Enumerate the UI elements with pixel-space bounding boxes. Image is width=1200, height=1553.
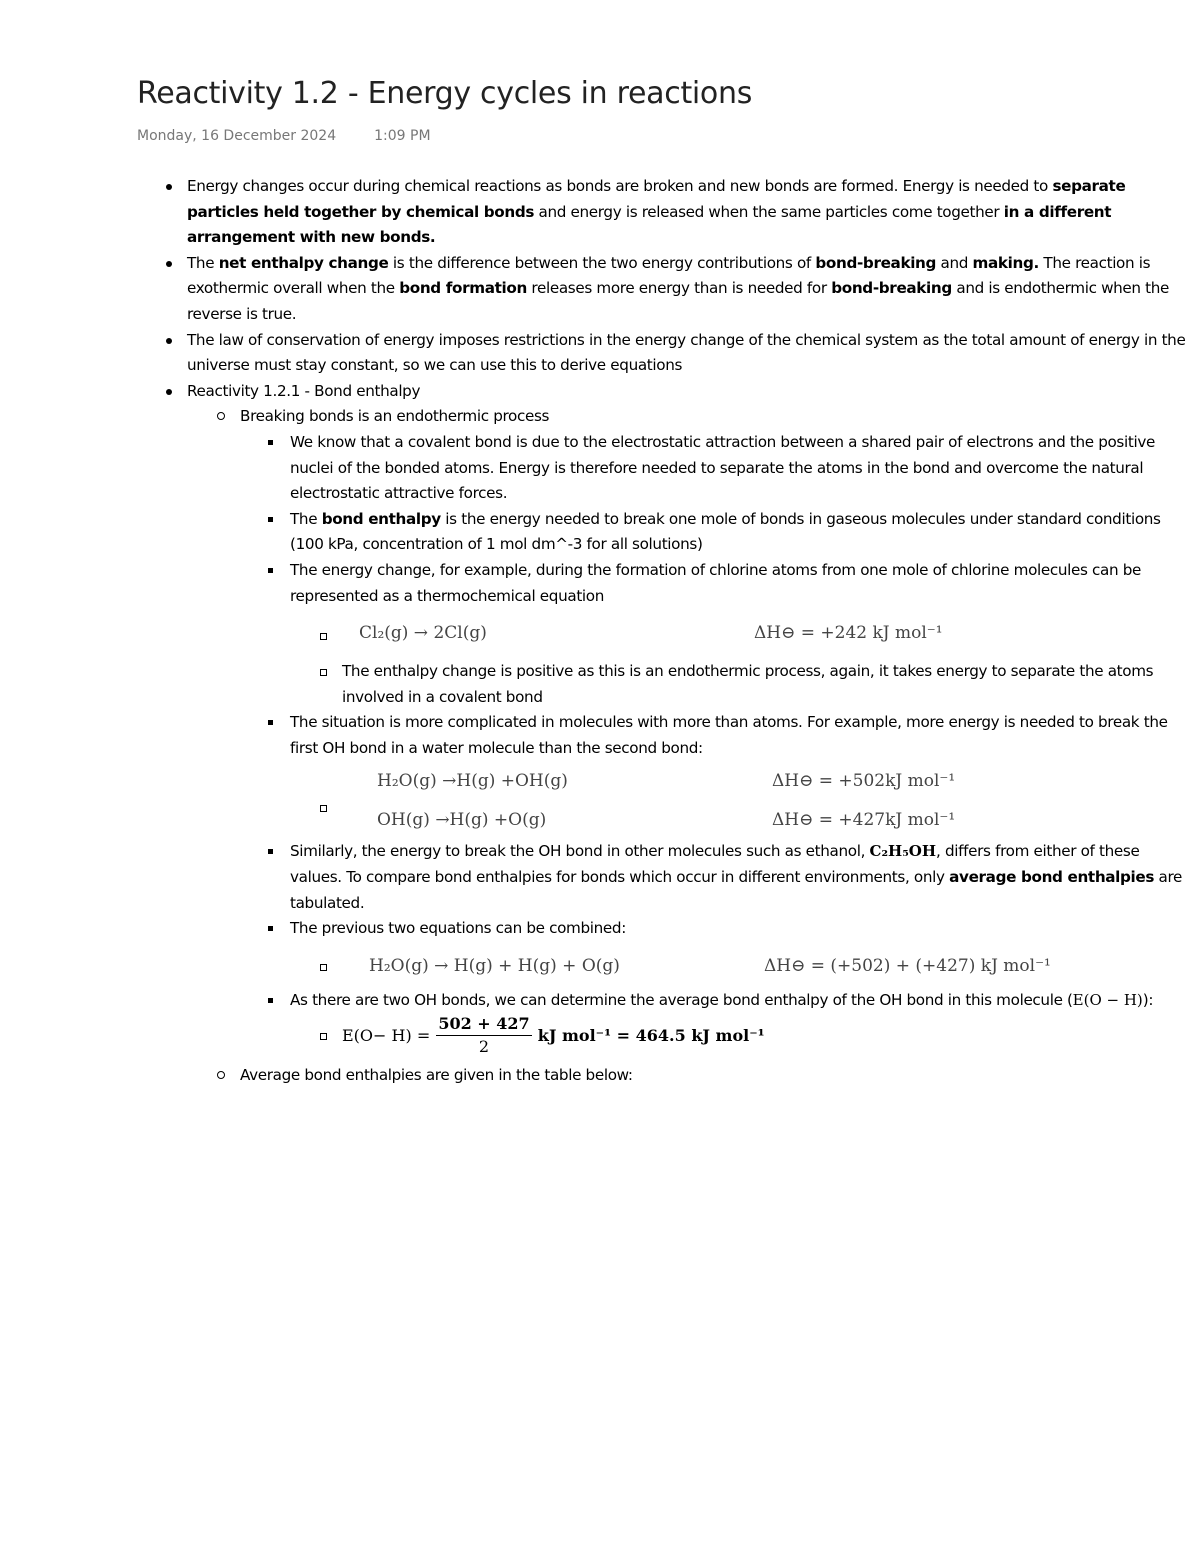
equation-list: [315, 617, 1190, 710]
bullet-energy-changes: Energy changes occur during chemical reactions as bonds are broken and new bonds are formed. Energy is needed to separate particles held together by chemical bonds and energy is released when the same particles come together in a different arrangement with new bonds.: [160, 174, 1190, 251]
point-covalent: We know that a covalent bond is due to the electrostatic attraction between a shared pair of electrons and the positive nuclei of the bonded atoms. Energy is therefore needed to separate the atoms in the bond and overcome the natural electrostatic attractive forces.: [263, 430, 1190, 507]
fraction: [436, 1013, 531, 1058]
equation-rhs: ΔH⊖ = +242 kJ mol⁻¹: [754, 623, 943, 644]
equation-rhs: ΔH⊖ = (+502) + (+427) kJ mol⁻¹: [764, 955, 1051, 976]
equation-combined: [315, 942, 1190, 988]
equation-water-pair: [315, 761, 1190, 839]
equation-lhs: Cl₂(g) → 2Cl(g): [359, 623, 487, 644]
equation-list: [315, 761, 1190, 839]
point-chlorine: The energy change, for example, during the formation of chlorine atoms from one mole of chlorine molecules can be represented as a thermochemical equation Cl₂(g) → 2Cl(g) ΔH⊖ = +242 kJ mol⁻¹ The enthalpy change is positive as this is an endothermic process, again, it takes energy to separate the atoms involved in a covalent bond: [263, 558, 1190, 710]
equation-rhs: ΔH⊖ = +427kJ mol⁻¹: [772, 810, 956, 831]
point-combined: The previous two equations can be combined: H₂O(g) → H(g) + H(g) + O(g) ΔH⊖ = (+502) + (+427) kJ mol⁻¹: [263, 916, 1190, 988]
page-date: Monday, 16 December 2024: [137, 128, 337, 144]
equation-rhs: kJ mol⁻¹ = 464.5 kJ mol⁻¹: [537, 1026, 765, 1046]
point-ethanol: Similarly, the energy to break the OH bond in other molecules such as ethanol, C₂H₅OH, differs from either of these values. To compare bond enthalpies for bonds which occur in different environments, only average bond enthalpies are tabulated.: [263, 839, 1190, 916]
point-positive: The enthalpy change is positive as this is an endothermic process, again, it takes energy to separate the atoms involved in a covalent bond: [315, 659, 1190, 710]
equation-list: [315, 942, 1190, 988]
equation-lhs: H₂O(g) → H(g) + H(g) + O(g): [369, 955, 620, 976]
page-time: 1:09 PM: [374, 128, 431, 144]
fraction-numerator: 502 + 427: [436, 1013, 531, 1036]
bullet-bond-enthalpy: Reactivity 1.2.1 - Bond enthalpy Breaking bonds is an endothermic process We know that a covalent bond is due to the electrostatic attraction between a shared pair of electrons and the positive nuclei of the bonded atoms. Energy is therefore needed to separate the atoms in the bond and overcome the natural electrostatic attractive forces. The bond enthalpy is the energy needed to break one mole of bonds in gaseous molecules under standard conditions (100 kPa, concentration of 1 mol dm^-3 for all solutions) The energy change, for example, during the formation of chlorine atoms from one mole of chlorine molecules can be represented as a thermochemical equation Cl₂(g) → 2Cl(g) ΔH⊖ = +242 kJ mol⁻¹ The enthalpy change is positive as this is an endothermic process, again, it takes energy to separate the atoms involved in a covalent bond The situation is more complicated in molecules with more than atoms. For example, more energy is needed to break the first OH bond in a water molecule than the second bond: H₂O(g) →H(g) +OH(g) ΔH⊖ = +502kJ mol⁻¹ OH(g) →H(g) +O(g) ΔH⊖ = +427kJ mol⁻¹ Similarly, the energy to break the OH bond in other molecules such as ethanol, C₂H₅OH, differs from either of these values. To compare bond enthalpies for bonds which occur in different environments, only average bond enthalpies are tabulated. The previous two equations can be combined: H₂O(g) → H(g) + H(g) + O(g) ΔH⊖ = (+502) + (+427) kJ mol⁻¹ As there are two OH bonds, we can determine the average bond enthalpy of the OH bond in this molecule (E(O − H)): E(O− H) = $\frac{502 + 427}{2}$ kJ mol⁻¹ = 464.5 kJ mol⁻¹ Average bond enthalpies are given in the table below:: [160, 379, 1190, 1089]
page-meta: [137, 128, 431, 144]
sub-bullet-breaking: Breaking bonds is an endothermic process We know that a covalent bond is due to the electrostatic attraction between a shared pair of electrons and the positive nuclei of the bonded atoms. Energy is therefore needed to separate the atoms in the bond and overcome the natural electrostatic attractive forces. The bond enthalpy is the energy needed to break one mole of bonds in gaseous molecules under standard conditions (100 kPa, concentration of 1 mol dm^-3 for all solutions) The energy change, for example, during the formation of chlorine atoms from one mole of chlorine molecules can be represented as a thermochemical equation Cl₂(g) → 2Cl(g) ΔH⊖ = +242 kJ mol⁻¹ The enthalpy change is positive as this is an endothermic process, again, it takes energy to separate the atoms involved in a covalent bond The situation is more complicated in molecules with more than atoms. For example, more energy is needed to break the first OH bond in a water molecule than the second bond: H₂O(g) →H(g) +OH(g) ΔH⊖ = +502kJ mol⁻¹ OH(g) →H(g) +O(g) ΔH⊖ = +427kJ mol⁻¹ Similarly, the energy to break the OH bond in other molecules such as ethanol, C₂H₅OH, differs from either of these values. To compare bond enthalpies for bonds which occur in different environments, only average bond enthalpies are tabulated. The previous two equations can be combined: H₂O(g) → H(g) + H(g) + O(g) ΔH⊖ = (+502) + (+427) kJ mol⁻¹ As there are two OH bonds, we can determine the average bond enthalpy of the OH bond in this molecule (E(O − H)): E(O− H) = $\frac{502 + 427}{2}$ kJ mol⁻¹ = 464.5 kJ mol⁻¹: [212, 404, 1190, 1063]
equation-chlorine: [315, 617, 1190, 651]
bullet-net-enthalpy: The net enthalpy change is the difference between the two energy contributions of bond-breaking and making. The reaction is exothermic overall when the bond formation releases more energy than is needed for bond-breaking and is endothermic when the reverse is true.: [160, 251, 1190, 328]
bullet-list: [160, 174, 1190, 1089]
sub-bullet-table: Average bond enthalpies are given in the table below:: [212, 1063, 1190, 1089]
equation-list: [315, 1013, 1190, 1063]
point-water: The situation is more complicated in molecules with more than atoms. For example, more energy is needed to break the first OH bond in a water molecule than the second bond: H₂O(g) →H(g) +OH(g) ΔH⊖ = +502kJ mol⁻¹ OH(g) →H(g) +O(g) ΔH⊖ = +427kJ mol⁻¹: [263, 710, 1190, 839]
bullet-conservation: The law of conservation of energy imposes restrictions in the energy change of the chemical system as the total amount of energy in the universe must stay constant, so we can use this to derive equations: [160, 328, 1190, 379]
note-body: [160, 174, 1190, 1089]
page-title: Reactivity 1.2 - Energy cycles in reactions: [137, 76, 753, 111]
point-average: As there are two OH bonds, we can determine the average bond enthalpy of the OH bond in this molecule (E(O − H)): E(O− H) = $\frac{502 + 427}{2}$ kJ mol⁻¹ = 464.5 kJ mol⁻¹: [263, 988, 1190, 1064]
point-definition: The bond enthalpy is the energy needed to break one mole of bonds in gaseous molecules under standard conditions (100 kPa, concentration of 1 mol dm^-3 for all solutions): [263, 507, 1190, 558]
equation-average: [315, 1013, 1190, 1063]
sub-sub-list: [263, 430, 1190, 1064]
equation-lhs: H₂O(g) →H(g) +OH(g): [377, 771, 568, 792]
equation-lhs: OH(g) →H(g) +O(g): [377, 810, 547, 831]
equation-rhs: ΔH⊖ = +502kJ mol⁻¹: [772, 771, 956, 792]
ethanol-formula: C₂H₅OH: [869, 842, 937, 861]
sub-list: [212, 404, 1190, 1089]
fraction-denominator: 2: [478, 1037, 490, 1057]
equation-lhs: E(O− H) =: [342, 1026, 431, 1046]
